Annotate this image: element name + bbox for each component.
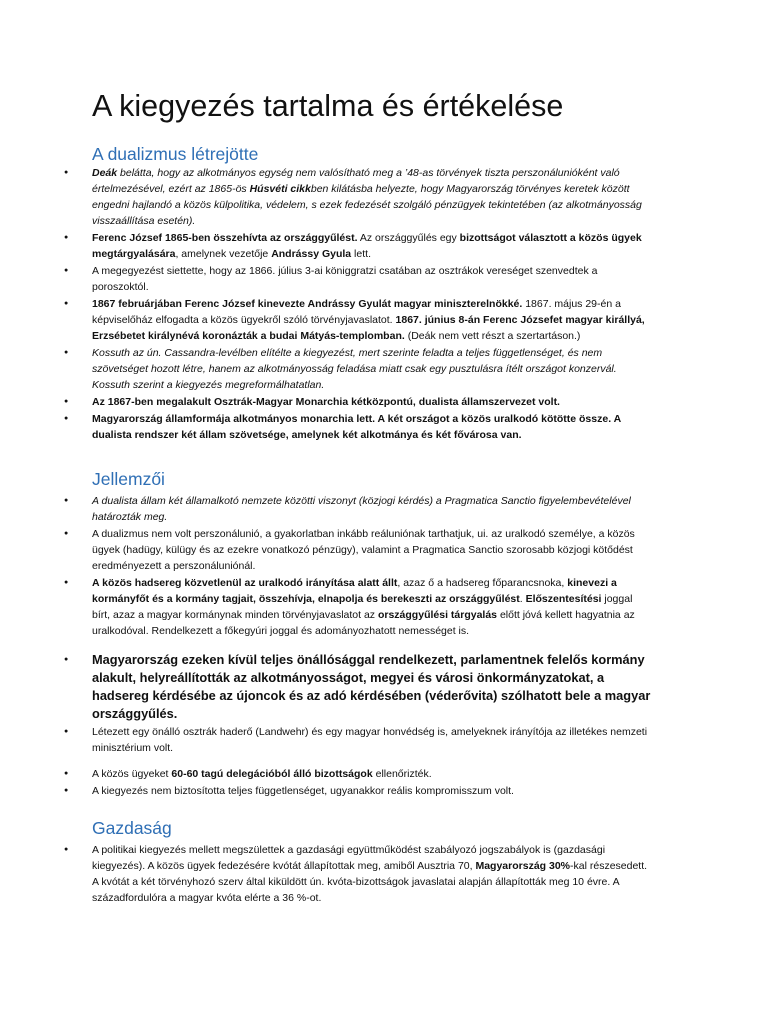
text-run: A közös hadsereg közvetlenül az uralkodó irányítása alatt állt <box>92 577 398 589</box>
text-run: -kal részesedett. A kvótát a két törvényhozó szerv által kiküldött ún. kvóta-bizottságok javaslatai alapján állapították meg 10 évre. A századfordulóra a magyar kvóta elérte a 36 %-ot. <box>92 860 648 904</box>
list-item <box>0 345 652 393</box>
text-run: joggal bírt, azaz a magyar kormánynak minden törvényjavaslatot az <box>92 593 633 621</box>
text-run: 1867. május 29-én a képviselőház elfogadta a közös ügyekről szóló törvényjavaslatot. <box>92 298 621 326</box>
list-item <box>0 165 652 229</box>
list-item <box>0 394 652 410</box>
list-item <box>0 493 652 525</box>
text-run: A közös ügyeket <box>92 768 172 780</box>
text-run: 60-60 tagú delegációból álló bizottságok <box>171 768 373 780</box>
text-run: Andrássy Gyula <box>271 248 352 260</box>
text-run: Az országgyűlés egy <box>357 232 460 244</box>
text-run: A politikai kiegyezés mellett megszülettek a gazdasági együttműködést szabályozó jogszabályok is (gazdasági kiegyezés). A közös ügyek fedezésére kvótát állapítottak meg, amiből Ausztria 70, <box>92 844 606 872</box>
text-run: Létezett egy önálló osztrák haderő (Landwehr) és egy magyar honvédség is, amelyeknek irányítója az illetékes nemzeti minisztérium volt. <box>92 726 648 754</box>
text-run: Magyarország ezeken kívül teljes önállósággal rendelkezett, parlamentnek felelős kormány alakult, helyreállították az alkotmányosságot, megyei és városi önkormányzatokat, a hadsereg kérdésébe az újoncok és az adó kérdésében (véderővita) szólhatott bele a magyar országgyűlés. <box>92 652 651 721</box>
text-run: Kossuth az ún. Cassandra-levélben elítélte a kiegyezést, mert szerinte feladta a teljes függetlenséget, és nem szövetséget hozott létre, hanem az alkotmányosság feladása miatt csak egy pusztulásra ítélt országot konzervál. Kossuth szerint a kiegyezés megreformálhatatlan. <box>92 347 617 391</box>
list-item <box>0 766 652 782</box>
text-run: Húsvéti cikk <box>249 183 311 195</box>
list-item <box>0 526 652 574</box>
text-run: belátta, hogy az alkotmányos egység nem valósítható meg a ’48-as törvények tiszta perszonálunióként való értelmezésével, ezért az 1865-ös <box>92 167 620 195</box>
text-run: Ferenc József 1865-ben összehívta az országgyűlést. <box>92 232 358 244</box>
text-run: 1867. június 8-án Ferenc Józsefet magyar királlyá, Erzsébetet királynévá koronázták a budai Mátyás-templomban. <box>92 314 645 342</box>
text-run: , amelynek vezetője <box>175 248 272 260</box>
list-item <box>0 296 652 344</box>
list-item <box>0 724 652 756</box>
list-item <box>0 411 652 443</box>
text-run: A dualista állam két államalkotó nemzete közötti viszonyt (közjogi kérdés) a Pragmatica Sanctio figyelembevételével határozták meg. <box>92 495 631 523</box>
text-run: Magyarország államformája alkotmányos monarchia lett. A két országot a közös uralkodó kötötte össze. A dualista rendszer két állam szövetsége, amelynek két alkotmánya és két fővárosa van. <box>92 413 621 441</box>
text-run: ellenőrizték. <box>372 768 432 780</box>
text-run: Előszentesítési <box>525 593 602 605</box>
text-run: ben kilátásba helyezte, hogy Magyarország törvényes keretek között engedni hajlandó a közös külpolitika, védelem, s ezek fedezését szolgáló pénzügyek tekintetében (az alkotmányosság visszaállítása esetén). <box>92 183 642 227</box>
section-list-dualizmus <box>0 165 768 444</box>
section-list-jellemzoi <box>0 493 768 800</box>
list-item <box>0 842 652 906</box>
section-heading-dualizmus: A dualizmus létrejötte <box>92 144 259 164</box>
section-heading-gazdasag: Gazdaság <box>92 818 172 838</box>
list-item <box>0 575 652 639</box>
document-title: A kiegyezés tartalma és értékelése <box>92 89 564 123</box>
text-run: . <box>519 593 526 605</box>
section-heading-jellemzoi: Jellemzői <box>92 469 165 489</box>
text-run: , azaz ő a hadsereg főparancsnoka, <box>397 577 568 589</box>
text-run: Deák <box>92 167 118 179</box>
list-item <box>0 263 652 295</box>
list-item <box>0 783 652 799</box>
list-item <box>0 651 652 723</box>
text-run: Az 1867-ben megalakult Osztrák-Magyar Monarchia kétközpontú, dualista államszervezet volt. <box>92 396 560 408</box>
text-run: előtt jóvá kellett hagyatnia az uralkodóval. Rendelkezett a főkegyúri joggal és adományozhatott nemességet is. <box>92 609 635 637</box>
text-run: bizottságot választott a közös ügyek megtárgyalására <box>92 232 642 260</box>
text-run: 1867 februárjában Ferenc József kinevezte Andrássy Gyulát magyar miniszterelnökké. <box>92 298 523 310</box>
text-run: Magyarország 30% <box>475 860 571 872</box>
section-list-gazdasag <box>0 842 768 907</box>
text-run: A kiegyezés nem biztosította teljes függetlenséget, ugyanakkor reális kompromisszum volt. <box>92 785 514 797</box>
list-item <box>0 230 652 262</box>
text-run: A megegyezést siettette, hogy az 1866. július 3-ai königgratzi csatában az osztrákok vereséget szenvedtek a poroszoktól. <box>92 265 598 293</box>
text-run: (Deák nem vett részt a szertartáson.) <box>404 330 581 342</box>
text-run: A dualizmus nem volt perszonálunió, a gyakorlatban inkább reáluniónak tarthatjuk, ui. az uralkodó személye, a közös ügyek (hadügy, külügy és az ezekre vonatkozó pénzügy), valamint a Pragmatica Sanctio szorosabb közjogi kötődést eredményezett a perszonáluniónál. <box>92 528 635 572</box>
text-run: lett. <box>351 248 371 260</box>
text-run: kinevezi a kormányfőt és a kormány tagjait, összehívja, elnapolja és berekeszti az országgyűlést <box>92 577 617 605</box>
text-run: országgyűlési tárgyalás <box>377 609 498 621</box>
